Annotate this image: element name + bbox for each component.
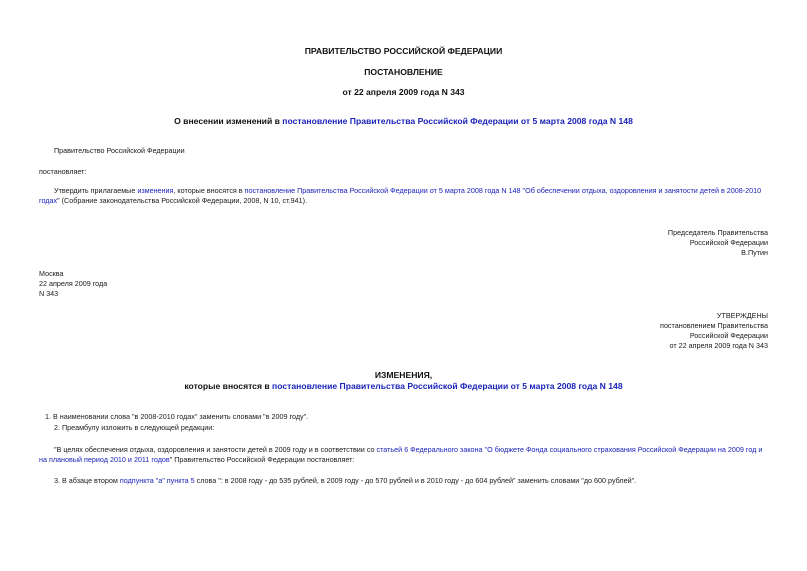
title-link-decree-148[interactable]: постановление Правительства Российской Федерации от 5 марта 2008 года N 148	[282, 116, 633, 126]
change-item-2: 2. Преамбулу изложить в следующей редакции:	[54, 423, 215, 432]
link-decree-148-years[interactable]: годах	[39, 196, 58, 205]
issuer-text: Правительство Российской Федерации	[54, 146, 185, 155]
decrees-text: постановляет:	[39, 167, 87, 176]
changes-subheading: которые вносятся в постановление Правительства Российской Федерации от 5 марта 2008 года N 148	[184, 381, 623, 391]
link-planning-period[interactable]: на плановый период 2010 и 2011 годов	[39, 455, 170, 464]
signature-position: Председатель Правительства	[667, 228, 768, 237]
changes-link-decree-148[interactable]: постановление Правительства Российской Федерации от 5 марта 2008 года N 148	[272, 381, 623, 391]
change-item-3: 3. В абзаце втором подпункта "а" пункта 5 слова ": в 2008 году - до 535 рублей, в 2009 году - до 570 рублей и в 2010 году - до 604 рублей" заменить словами "до 600 рублей".	[54, 476, 637, 485]
signature-country: Российской Федерации	[689, 238, 768, 247]
document-date-number: от 22 апреля 2009 года N 343	[342, 87, 465, 97]
approved-date: от 22 апреля 2009 года N 343	[669, 341, 768, 350]
approved-by: постановлением Правительства	[660, 321, 768, 330]
place-date: 22 апреля 2009 года	[39, 279, 108, 288]
government-heading: ПРАВИТЕЛЬСТВО РОССИЙСКОЙ ФЕДЕРАЦИИ	[304, 46, 503, 56]
paragraph-1-line-1: Утвердить прилагаемые изменения, которые вносятся в постановление Правительства Российской Федерации от 5 марта 2008 года N 148 "Об обеспечении отдыха, оздоровления и занятости детей в 2008-2010	[54, 186, 762, 195]
link-decree-148-full[interactable]: постановление Правительства Российской Федерации от 5 марта 2008 года N 148 "Об обеспечении отдыха, оздоровления и занятости детей в 2008-2010	[244, 186, 762, 195]
signature-name: В.Путин	[741, 248, 768, 257]
preamble-quote-line-1: "В целях обеспечения отдыха, оздоровления и занятости детей в 2009 году и в соответствии со статьей 6 Федерального закона "О бюджете Фонда социального страхования Российской Федерации на 2009 год и	[54, 445, 763, 454]
approved-country: Российской Федерации	[689, 331, 768, 340]
changes-heading: ИЗМЕНЕНИЯ,	[374, 370, 433, 380]
place-number: N 343	[39, 289, 59, 298]
link-changes[interactable]: изменения	[137, 186, 174, 195]
paragraph-1-line-2: годах" (Собрание законодательства Российской Федерации, 2008, N 10, ст.941).	[39, 196, 307, 205]
preamble-quote-line-2: на плановый период 2010 и 2011 годов" Правительство Российской Федерации постановляет:	[39, 455, 355, 464]
document-title	[0, 116, 807, 126]
title-prefix: О внесении изменений в	[174, 116, 283, 126]
document-type-heading: ПОСТАНОВЛЕНИЕ	[364, 67, 443, 77]
place-city: Москва	[39, 269, 64, 278]
link-federal-law-article-6[interactable]: статьей 6 Федерального закона "О бюджете Фонда социального страхования Российской Федерации на 2009 год и	[376, 445, 763, 454]
link-subparagraph-a-point-5[interactable]: подпункта "а" пункта 5	[119, 476, 195, 485]
change-item-1: 1. В наименовании слова "в 2008-2010 годах" заменить словами "в 2009 году".	[45, 412, 309, 421]
approved-heading: УТВЕРЖДЕНЫ	[716, 311, 768, 320]
